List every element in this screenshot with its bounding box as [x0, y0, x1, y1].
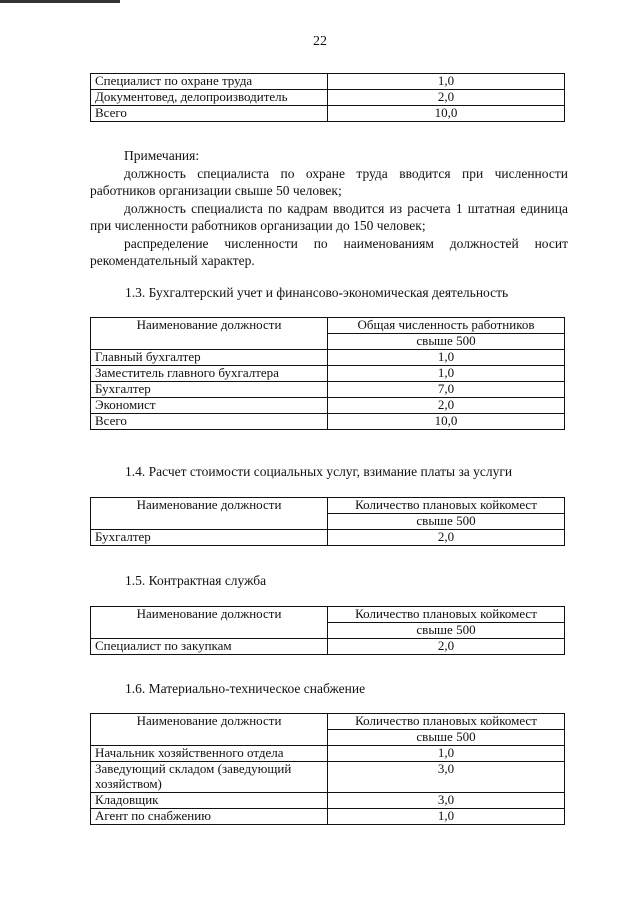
table-row — [91, 381, 565, 397]
section-title: 1.4. Расчет стоимости социальных услуг, взимание платы за услуги — [125, 464, 513, 479]
table-row — [91, 74, 565, 90]
position-name: Всего — [91, 105, 328, 121]
column-header: Общая численность работников — [328, 318, 565, 334]
position-name: Кладовщик — [91, 792, 328, 808]
column-header: Количество плановых койкомест — [328, 607, 565, 623]
table-header-row — [91, 498, 565, 514]
table-row — [91, 638, 565, 654]
position-count: 3,0 — [328, 761, 565, 792]
position-name: Бухгалтер — [91, 381, 328, 397]
position-count: 10,0 — [328, 413, 565, 429]
note-item: должность специалиста по охране труда вводится при численности работников организации свыше 50 человек; — [90, 165, 568, 198]
position-name: Начальник хозяйственного отдела — [91, 745, 328, 761]
section-title: 1.5. Контрактная служба — [125, 573, 267, 588]
position-name: Главный бухгалтер — [91, 349, 328, 365]
position-name: Экономист — [91, 397, 328, 413]
column-subheader: свыше 500 — [328, 513, 565, 529]
position-count: 2,0 — [328, 638, 565, 654]
position-name: Заместитель главного бухгалтера — [91, 365, 328, 381]
table-row — [91, 89, 565, 105]
position-count: 1,0 — [328, 365, 565, 381]
table-row — [91, 413, 565, 429]
column-subheader: свыше 500 — [328, 333, 565, 349]
notes-block — [90, 147, 568, 270]
position-name: Специалист по охране труда — [91, 74, 328, 90]
staff-table-continued — [90, 73, 565, 122]
position-name: Всего — [91, 413, 328, 429]
table-row — [91, 105, 565, 121]
column-header: Наименование должности — [91, 714, 328, 746]
table-row — [91, 745, 565, 761]
table-row — [91, 365, 565, 381]
column-subheader: свыше 500 — [328, 622, 565, 638]
note-item: должность специалиста по кадрам вводится из расчета 1 штатная единица при численности работников организации до 150 человек; — [90, 200, 568, 233]
column-header: Наименование должности — [91, 318, 328, 350]
position-count: 1,0 — [328, 808, 565, 824]
position-count: 1,0 — [328, 745, 565, 761]
position-count: 3,0 — [328, 792, 565, 808]
position-name: Бухгалтер — [91, 529, 328, 545]
position-count: 2,0 — [328, 529, 565, 545]
position-count: 1,0 — [328, 349, 565, 365]
position-count: 10,0 — [328, 105, 565, 121]
table-row — [91, 349, 565, 365]
table-header-row — [91, 607, 565, 623]
page-number: 22 — [313, 34, 327, 49]
table-header-row — [91, 318, 565, 334]
position-name: Агент по снабжению — [91, 808, 328, 824]
position-count: 2,0 — [328, 89, 565, 105]
column-header: Наименование должности — [91, 498, 328, 530]
table-row — [91, 529, 565, 545]
table-row — [91, 792, 565, 808]
position-count: 7,0 — [328, 381, 565, 397]
position-name: Специалист по закупкам — [91, 638, 328, 654]
note-item: распределение численности по наименованиям должностей носит рекомендательный характер. — [90, 235, 568, 268]
section-title: 1.3. Бухгалтерский учет и финансово-экономическая деятельность — [125, 285, 509, 300]
position-name: Заведующий складом (заведующий хозяйством) — [91, 761, 328, 792]
column-header: Количество плановых койкомест — [328, 714, 565, 730]
table-row — [91, 397, 565, 413]
table-row — [91, 808, 565, 824]
position-count: 2,0 — [328, 397, 565, 413]
accounting-staff-table — [90, 317, 565, 430]
notes-heading: Примечания: — [124, 148, 200, 163]
procurement-staff-table — [90, 606, 565, 655]
column-header: Наименование должности — [91, 607, 328, 639]
column-subheader: свыше 500 — [328, 729, 565, 745]
column-header: Количество плановых койкомест — [328, 498, 565, 514]
scan-edge-mark — [0, 0, 120, 3]
section-title: 1.6. Материально-техническое снабжение — [125, 681, 366, 696]
position-name: Документовед, делопроизводитель — [91, 89, 328, 105]
social-services-staff-table — [90, 497, 565, 546]
table-header-row — [91, 714, 565, 730]
supply-staff-table — [90, 713, 565, 825]
position-count: 1,0 — [328, 74, 565, 90]
table-row — [91, 761, 565, 792]
